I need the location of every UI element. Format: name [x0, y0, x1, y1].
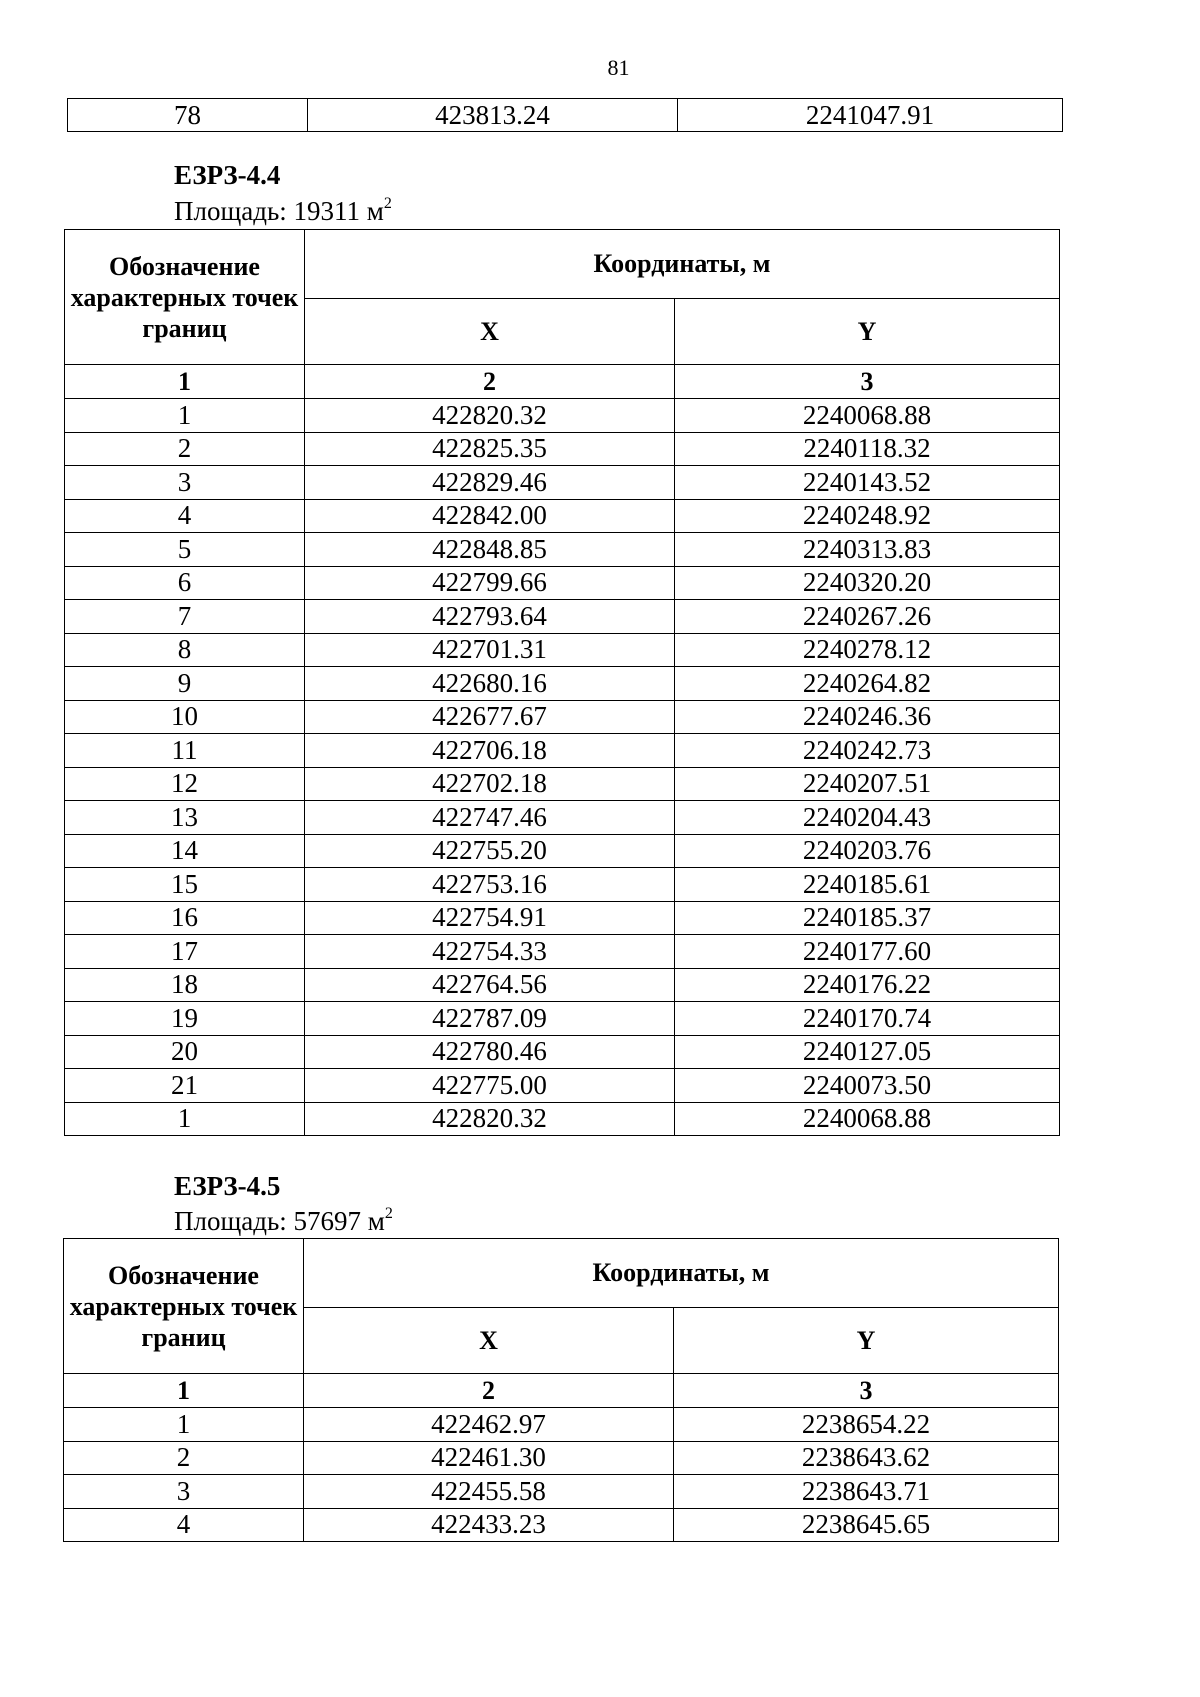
table-row — [65, 667, 1060, 701]
table-row — [65, 399, 1060, 433]
table-row — [64, 1475, 1059, 1509]
point-id-cell: 1 — [65, 399, 305, 433]
table-row — [65, 432, 1060, 466]
coordinates-table — [63, 1238, 1059, 1542]
y-coord-cell: 2240248.92 — [675, 499, 1060, 533]
coordinates-header: Координаты, м — [304, 1239, 1059, 1308]
area-text: Площадь: 57697 м — [174, 1206, 385, 1236]
y-coord-cell: 2240264.82 — [675, 667, 1060, 701]
point-id-cell: 1 — [65, 1102, 305, 1136]
table-row — [65, 700, 1060, 734]
table-row — [65, 935, 1060, 969]
y-header: Y — [674, 1308, 1059, 1374]
x-coord-cell: 422455.58 — [304, 1475, 674, 1509]
y-coord-cell: 2240143.52 — [675, 466, 1060, 500]
table-row — [65, 1035, 1060, 1069]
table-row — [65, 566, 1060, 600]
table-row — [65, 767, 1060, 801]
x-coord-cell: 422787.09 — [305, 1002, 675, 1036]
x-coord-cell: 422825.35 — [305, 432, 675, 466]
table-row — [65, 499, 1060, 533]
column-number: 3 — [674, 1374, 1059, 1408]
y-coord-cell: 2240203.76 — [675, 834, 1060, 868]
x-coord-cell: 422820.32 — [305, 1102, 675, 1136]
x-header: X — [304, 1308, 674, 1374]
column-number: 1 — [65, 365, 305, 399]
x-coord-cell: 422755.20 — [305, 834, 675, 868]
table-row — [65, 834, 1060, 868]
x-coord-cell: 422754.91 — [305, 901, 675, 935]
point-id-cell: 11 — [65, 734, 305, 768]
point-id-cell: 16 — [65, 901, 305, 935]
column-number: 2 — [305, 365, 675, 399]
x-header: X — [305, 299, 675, 365]
x-coord-cell: 422780.46 — [305, 1035, 675, 1069]
y-coord-cell: 2240127.05 — [675, 1035, 1060, 1069]
y-coord-cell: 2238643.71 — [674, 1475, 1059, 1509]
point-id-cell: 18 — [65, 968, 305, 1002]
point-id-cell: 78 — [68, 99, 308, 132]
column-number-row — [65, 365, 1060, 399]
x-coord-cell: 422799.66 — [305, 566, 675, 600]
table-row — [65, 633, 1060, 667]
point-id-cell: 1 — [64, 1408, 304, 1442]
column-number: 2 — [304, 1374, 674, 1408]
column-number: 1 — [64, 1374, 304, 1408]
table-row — [65, 600, 1060, 634]
y-coord-cell: 2240204.43 — [675, 801, 1060, 835]
coordinates-header: Координаты, м — [305, 230, 1060, 299]
point-id-cell: 2 — [64, 1441, 304, 1475]
point-id-cell: 12 — [65, 767, 305, 801]
y-coord-cell: 2240185.61 — [675, 868, 1060, 902]
x-coord-cell: 422461.30 — [304, 1441, 674, 1475]
table-row — [65, 1069, 1060, 1103]
y-coord-cell: 2238645.65 — [674, 1508, 1059, 1542]
y-coord-cell: 2240170.74 — [675, 1002, 1060, 1036]
table-row — [65, 901, 1060, 935]
x-coord-cell: 422754.33 — [305, 935, 675, 969]
header-row — [64, 1239, 1059, 1308]
point-id-cell: 8 — [65, 633, 305, 667]
area-superscript: 2 — [383, 195, 392, 212]
y-coord-cell: 2241047.91 — [678, 99, 1063, 132]
continuation-table — [67, 98, 1063, 132]
coordinates-table — [64, 229, 1060, 1136]
column-number-row — [64, 1374, 1059, 1408]
point-id-cell: 2 — [65, 432, 305, 466]
y-header: Y — [675, 299, 1060, 365]
table-row — [64, 1508, 1059, 1542]
area-superscript: 2 — [384, 1205, 393, 1222]
point-id-cell: 4 — [64, 1508, 304, 1542]
y-coord-cell: 2240242.73 — [675, 734, 1060, 768]
table-row — [65, 734, 1060, 768]
x-coord-cell: 422433.23 — [304, 1508, 674, 1542]
page-number: 81 — [607, 55, 630, 80]
table-row — [64, 1441, 1059, 1475]
section-title: ЕЗРЗ-4.4 — [174, 160, 281, 190]
table-row — [65, 868, 1060, 902]
x-coord-cell: 422775.00 — [305, 1069, 675, 1103]
area-text: Площадь: 19311 м — [174, 196, 384, 226]
point-id-cell: 7 — [65, 600, 305, 634]
y-coord-cell: 2240068.88 — [675, 399, 1060, 433]
x-coord-cell: 422462.97 — [304, 1408, 674, 1442]
y-coord-cell: 2240278.12 — [675, 633, 1060, 667]
y-coord-cell: 2240320.20 — [675, 566, 1060, 600]
x-coord-cell: 422702.18 — [305, 767, 675, 801]
x-coord-cell: 422747.46 — [305, 801, 675, 835]
x-coord-cell: 422842.00 — [305, 499, 675, 533]
x-coord-cell: 422848.85 — [305, 533, 675, 567]
table-row — [65, 466, 1060, 500]
y-coord-cell: 2240185.37 — [675, 901, 1060, 935]
point-id-cell: 6 — [65, 566, 305, 600]
section-title: ЕЗРЗ-4.5 — [174, 1171, 281, 1201]
x-coord-cell: 422764.56 — [305, 968, 675, 1002]
y-coord-cell: 2238643.62 — [674, 1441, 1059, 1475]
table-row — [65, 1002, 1060, 1036]
y-coord-cell: 2240267.26 — [675, 600, 1060, 634]
area-label — [174, 1205, 393, 1237]
point-id-cell: 19 — [65, 1002, 305, 1036]
x-coord-cell: 422829.46 — [305, 466, 675, 500]
y-coord-cell: 2240176.22 — [675, 968, 1060, 1002]
point-id-cell: 14 — [65, 834, 305, 868]
x-coord-cell: 422680.16 — [305, 667, 675, 701]
x-coord-cell: 422820.32 — [305, 399, 675, 433]
y-coord-cell: 2238654.22 — [674, 1408, 1059, 1442]
table-row — [68, 99, 1063, 132]
y-coord-cell: 2240073.50 — [675, 1069, 1060, 1103]
point-id-cell: 5 — [65, 533, 305, 567]
table-row — [65, 533, 1060, 567]
point-id-cell: 10 — [65, 700, 305, 734]
point-id-cell: 9 — [65, 667, 305, 701]
y-coord-cell: 2240118.32 — [675, 432, 1060, 466]
y-coord-cell: 2240246.36 — [675, 700, 1060, 734]
y-coord-cell: 2240313.83 — [675, 533, 1060, 567]
point-id-cell: 13 — [65, 801, 305, 835]
table-row — [65, 968, 1060, 1002]
column-number: 3 — [675, 365, 1060, 399]
x-coord-cell: 423813.24 — [308, 99, 678, 132]
y-coord-cell: 2240177.60 — [675, 935, 1060, 969]
designation-header: Обозначение характерных точек границ — [64, 1239, 304, 1374]
table-row — [64, 1408, 1059, 1442]
y-coord-cell: 2240068.88 — [675, 1102, 1060, 1136]
point-id-cell: 15 — [65, 868, 305, 902]
x-coord-cell: 422753.16 — [305, 868, 675, 902]
point-id-cell: 4 — [65, 499, 305, 533]
table-row — [65, 1102, 1060, 1136]
table-row — [65, 801, 1060, 835]
point-id-cell: 20 — [65, 1035, 305, 1069]
x-coord-cell: 422701.31 — [305, 633, 675, 667]
point-id-cell: 3 — [64, 1475, 304, 1509]
x-coord-cell: 422677.67 — [305, 700, 675, 734]
header-row — [65, 230, 1060, 299]
x-coord-cell: 422793.64 — [305, 600, 675, 634]
point-id-cell: 3 — [65, 466, 305, 500]
x-coord-cell: 422706.18 — [305, 734, 675, 768]
point-id-cell: 17 — [65, 935, 305, 969]
point-id-cell: 21 — [65, 1069, 305, 1103]
designation-header: Обозначение характерных точек границ — [65, 230, 305, 365]
area-label — [174, 195, 392, 227]
y-coord-cell: 2240207.51 — [675, 767, 1060, 801]
